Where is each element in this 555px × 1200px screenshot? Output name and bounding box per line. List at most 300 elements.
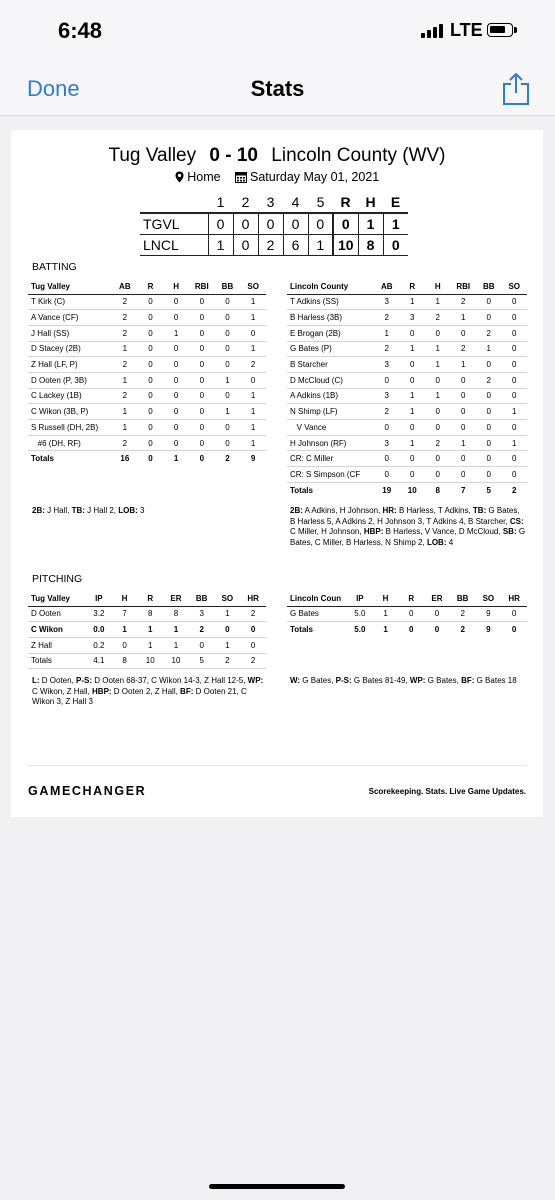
network-type: LTE	[450, 20, 483, 40]
table-row	[287, 341, 527, 357]
home-batting-table	[287, 279, 527, 498]
stat-cell: 3	[189, 606, 215, 622]
stat-cell: 2	[240, 357, 266, 373]
away-pitching-table	[28, 591, 266, 669]
stat-cell: 1	[163, 637, 189, 653]
table-row	[28, 357, 266, 373]
stat-cell: 0.2	[86, 637, 112, 653]
column-header: H	[373, 591, 399, 606]
table-team-header: Lincoln Coun	[287, 591, 347, 606]
player-name: Z Hall	[28, 637, 86, 653]
note-key: HBP:	[92, 686, 112, 696]
note-value: D Ooten 21, C Wikon 3, Z Hall 3	[32, 686, 247, 706]
totals-cell: 5	[486, 485, 491, 495]
note-key: WP:	[409, 676, 426, 685]
stat-cell: 0	[189, 637, 215, 653]
stat-cell: 0	[138, 388, 164, 404]
column-header: HR	[501, 591, 527, 606]
player-name: D McCloud (C)	[287, 372, 374, 388]
column-header: R	[400, 279, 426, 294]
column-header: AB	[112, 279, 138, 294]
column-header: SO	[215, 591, 241, 606]
stat-cell: 3	[374, 294, 400, 310]
stat-cell: 0	[374, 372, 400, 388]
note-key: TB:	[71, 506, 85, 515]
stat-cell: 0	[240, 325, 266, 341]
stat-cell: 1	[240, 310, 266, 326]
stat-cell: 2	[112, 435, 138, 451]
stat-cell: 0	[163, 388, 189, 404]
stat-cell: 5.0	[347, 606, 373, 622]
stat-cell: 1	[112, 341, 138, 357]
stat-cell: 0	[240, 372, 266, 388]
note-key: 2B:	[32, 506, 45, 515]
note-value: J Hall,	[44, 506, 72, 515]
note-key: LOB:	[426, 537, 447, 547]
stat-cell: 1	[240, 341, 266, 357]
stat-cell: 2	[425, 310, 451, 326]
stat-cell: 0	[502, 310, 528, 326]
note-value: A Adkins, H Johnson,	[302, 506, 383, 515]
stat-cell: 1	[400, 404, 426, 420]
stat-cell: 0	[502, 294, 528, 310]
column-header: R	[137, 591, 163, 606]
home-batting-notes	[290, 506, 526, 548]
stat-cell: 0	[400, 325, 426, 341]
status-time: 6:48	[58, 18, 103, 43]
stat-cell: 0	[215, 341, 241, 357]
pitching-section-heading: PITCHING	[32, 573, 83, 585]
totals-cell: 0	[199, 454, 205, 464]
note-value: B Harless, T Adkins,	[396, 506, 473, 515]
note-key: HR:	[382, 506, 397, 515]
table-row	[28, 388, 266, 404]
stat-cell: 0	[215, 388, 241, 404]
stat-cell: 0	[189, 388, 215, 404]
linescore-cell: 0	[308, 213, 333, 234]
stat-cell: 0	[476, 451, 502, 467]
stat-cell: 0	[215, 435, 241, 451]
stat-cell: 0	[374, 420, 400, 436]
battery-icon	[487, 23, 513, 37]
note-value: G Bates,	[425, 676, 462, 685]
home-pitching-table	[287, 591, 527, 637]
note-key: LOB:	[118, 506, 138, 515]
stat-cell: 0	[425, 372, 451, 388]
table-team-header: Tug Valley	[28, 279, 112, 294]
column-header: BB	[189, 591, 215, 606]
column-header: R	[138, 279, 164, 294]
table-row	[287, 404, 527, 420]
column-header: H	[112, 591, 138, 606]
stat-cell: 0	[163, 294, 189, 310]
stat-cell: 9	[476, 606, 502, 622]
stat-cell: 0	[189, 325, 215, 341]
note-value: G Bates,	[300, 676, 336, 685]
stat-cell: 0	[451, 404, 477, 420]
stat-cell: 0	[502, 341, 528, 357]
column-header: SO	[476, 591, 502, 606]
stat-cell: 0	[502, 467, 528, 483]
linescore-cell: 1	[383, 213, 408, 234]
linescore-table	[140, 192, 408, 256]
player-name: Z Hall (LF, P)	[28, 357, 112, 373]
column-header: H	[425, 279, 451, 294]
stat-cell: 0	[451, 372, 477, 388]
stat-cell: 0	[374, 451, 400, 467]
stat-cell: 2	[451, 294, 477, 310]
stat-cell: 2	[112, 357, 138, 373]
table-row	[28, 372, 266, 388]
stat-cell: 0	[163, 404, 189, 420]
stat-cell: 2	[189, 622, 215, 638]
stat-cell: 2	[476, 325, 502, 341]
table-row	[28, 637, 266, 653]
player-name: C Lackey (1B)	[28, 388, 112, 404]
stat-cell: 2	[374, 310, 400, 326]
stat-cell: 3.2	[86, 606, 112, 622]
stat-cell: 7	[112, 606, 138, 622]
player-name: J Hall (SS)	[28, 325, 112, 341]
player-name: T Adkins (SS)	[287, 294, 374, 310]
note-value: 3	[137, 506, 145, 515]
stat-cell: 1	[451, 435, 477, 451]
player-name: N Shimp (LF)	[287, 404, 374, 420]
totals-cell: 2	[225, 454, 230, 464]
stat-cell: 0	[163, 435, 189, 451]
note-value: G Bates, C Miller, B Harless, N Shimp 2,	[290, 527, 526, 547]
stat-cell: 10	[163, 653, 189, 669]
table-row	[28, 653, 266, 669]
player-name: #6 (DH, RF)	[28, 435, 112, 451]
away-batting-table	[28, 279, 266, 467]
stat-cell: 0	[400, 467, 426, 483]
done-button[interactable]: Done	[27, 76, 80, 101]
status-bar	[0, 0, 555, 62]
linescore-header: R	[340, 194, 351, 210]
stat-cell: 3	[374, 357, 400, 373]
note-key: 2B:	[290, 506, 303, 515]
stat-cell: 0	[215, 310, 241, 326]
totals-cell: 16	[120, 454, 130, 464]
totals-cell: 1	[383, 625, 388, 635]
stat-cell: 1	[425, 357, 451, 373]
game-location: Home	[187, 170, 221, 184]
column-header: ER	[163, 591, 189, 606]
stat-cell: 0	[476, 310, 502, 326]
player-name: T Kirk (C)	[28, 294, 112, 310]
stat-cell: 0	[215, 622, 241, 638]
stat-cell: 1	[502, 404, 528, 420]
player-name: E Brogan (2B)	[287, 325, 374, 341]
linescore-header: 3	[266, 194, 275, 210]
game-title	[11, 145, 543, 167]
totals-cell: 9	[486, 625, 491, 635]
stat-cell: 0	[425, 420, 451, 436]
column-header: RBI	[189, 279, 215, 294]
stat-cell: 0	[501, 606, 527, 622]
totals-cell: 10	[407, 485, 417, 495]
linescore-header: 4	[291, 194, 300, 210]
stat-cell: 0	[451, 451, 477, 467]
stat-cell: 0	[189, 372, 215, 388]
stat-cell: 0	[425, 404, 451, 420]
linescore-team: TGVL	[143, 215, 180, 232]
game-date: Saturday May 01, 2021	[249, 170, 380, 184]
column-header: RBI	[451, 279, 477, 294]
player-name: C Wikon (3B, P)	[28, 404, 112, 420]
table-row	[28, 606, 266, 622]
stat-cell: 0	[189, 341, 215, 357]
stat-cell: 3	[400, 310, 426, 326]
home-pitching-notes	[290, 676, 526, 687]
stat-cell: 0	[189, 435, 215, 451]
navigation-bar	[0, 62, 555, 116]
player-name: Totals	[28, 653, 86, 669]
player-name: S Russell (DH, 2B)	[28, 420, 112, 436]
table-row	[287, 357, 527, 373]
stat-cell: 0.0	[86, 622, 112, 638]
stat-cell: 0	[425, 325, 451, 341]
totals-label: Totals	[31, 454, 54, 464]
linescore-cell: 0	[333, 213, 358, 234]
linescore-header: H	[365, 194, 376, 210]
stat-cell: 1	[112, 404, 138, 420]
stat-cell: 0	[502, 325, 528, 341]
player-name: V Vance	[287, 420, 374, 436]
note-key: SB:	[502, 527, 517, 536]
stat-cell: 0	[163, 420, 189, 436]
note-value: C Miller, H Johnson,	[290, 527, 364, 536]
linescore-cell: 8	[358, 234, 383, 255]
home-indicator	[209, 1184, 345, 1189]
stat-cell: 8	[112, 653, 138, 669]
note-key: BF:	[461, 676, 475, 685]
note-key: P-S:	[76, 676, 93, 685]
linescore-cell: 0	[208, 213, 233, 234]
table-row	[28, 325, 266, 341]
stat-cell: 2	[240, 606, 266, 622]
totals-label: Totals	[290, 485, 313, 495]
linescore-cell: 0	[233, 213, 258, 234]
stat-cell: 5	[189, 653, 215, 669]
note-key: CS:	[509, 516, 524, 526]
column-header: SO	[502, 279, 528, 294]
stat-cell: 2	[476, 372, 502, 388]
table-team-header: Lincoln County	[287, 279, 374, 294]
share-icon[interactable]	[501, 72, 531, 106]
stat-cell: 1	[451, 310, 477, 326]
stat-cell: 1	[240, 294, 266, 310]
player-name: G Bates	[287, 606, 347, 622]
stats-card	[11, 130, 543, 817]
stat-cell: 1	[215, 606, 241, 622]
totals-cell: 0	[434, 625, 440, 635]
table-row	[28, 420, 266, 436]
totals-label: Totals	[290, 625, 313, 635]
stat-cell: 0	[112, 637, 138, 653]
final-score: 0 - 10	[209, 145, 258, 166]
player-name: B Starcher	[287, 357, 374, 373]
stat-cell: 0	[163, 341, 189, 357]
stat-cell: 1	[502, 435, 528, 451]
player-name: CR: C Miller	[287, 451, 374, 467]
table-row	[287, 435, 527, 451]
note-value: 4	[446, 537, 454, 547]
linescore-header: E	[390, 194, 401, 210]
linescore-cell: 1	[208, 234, 233, 255]
linescore-cell: 0	[258, 213, 283, 234]
stat-cell: 1	[240, 388, 266, 404]
linescore-header: 2	[241, 194, 250, 210]
note-value: G Bates 81-49,	[351, 676, 410, 685]
stat-cell: 1	[451, 357, 477, 373]
stat-cell: 0	[476, 420, 502, 436]
stat-cell: 0	[502, 357, 528, 373]
stat-cell: 0	[215, 357, 241, 373]
stat-cell: 0	[400, 451, 426, 467]
linescore-cell: 6	[283, 234, 308, 255]
away-pitching-notes	[32, 676, 268, 708]
note-value: G Bates, B Harless 5, A Adkins 2, H Johnson 3, T Adkins 4, B Starcher,	[290, 506, 520, 526]
stat-cell: 0	[502, 388, 528, 404]
stat-cell: 1	[240, 404, 266, 420]
column-header: ER	[424, 591, 450, 606]
stat-cell: 0	[400, 357, 426, 373]
note-value: B Harless, V Vance, D McCloud,	[383, 527, 503, 536]
stat-cell: 4.1	[86, 653, 112, 669]
batting-section-heading: BATTING	[32, 261, 77, 273]
stat-cell: 0	[189, 357, 215, 373]
stat-cell: 0	[163, 310, 189, 326]
column-header: IP	[347, 591, 373, 606]
away-batting-notes	[32, 506, 262, 517]
linescore-cell: 1	[358, 213, 383, 234]
stat-cell: 0	[189, 294, 215, 310]
stat-cell: 0	[138, 341, 164, 357]
stat-cell: 0	[163, 372, 189, 388]
table-row	[287, 606, 527, 622]
player-name: H Johnson (RF)	[287, 435, 374, 451]
player-name: A Adkins (1B)	[287, 388, 374, 404]
table-team-header: Tug Valley	[28, 591, 86, 606]
note-key: W:	[290, 676, 301, 685]
player-name: D Ooten (P, 3B)	[28, 372, 112, 388]
stat-cell: 2	[450, 606, 476, 622]
player-name: D Ooten	[28, 606, 86, 622]
stat-cell: 0	[138, 357, 164, 373]
totals-row	[287, 622, 527, 638]
stat-cell: 2	[240, 653, 266, 669]
gamechanger-logo: GAMECHANGER	[28, 784, 147, 798]
cellular-signal-icon	[421, 24, 443, 38]
linescore-row	[140, 213, 408, 234]
stat-cell: 1	[400, 341, 426, 357]
stat-cell: 0	[400, 372, 426, 388]
stat-cell: 2	[112, 294, 138, 310]
stat-cell: 1	[476, 341, 502, 357]
stat-cell: 0	[138, 310, 164, 326]
note-value: G Bates 18	[474, 676, 517, 685]
totals-row	[287, 482, 527, 498]
player-name: CR: S Simpson (CF	[287, 467, 374, 483]
linescore-cell: 0	[383, 234, 408, 255]
stat-cell: 3	[374, 435, 400, 451]
home-team-name: Lincoln County (WV)	[271, 145, 446, 166]
stat-cell: 0	[240, 622, 266, 638]
linescore-cell: 10	[333, 234, 358, 255]
stat-cell: 0	[215, 294, 241, 310]
stat-cell: 1	[373, 606, 399, 622]
note-key: P-S:	[335, 676, 352, 685]
stat-cell: 0	[425, 467, 451, 483]
table-row	[287, 294, 527, 310]
stat-cell: 0	[138, 372, 164, 388]
stat-cell: 0	[424, 606, 450, 622]
table-row	[287, 310, 527, 326]
stat-cell: 0	[476, 467, 502, 483]
stat-cell: 2	[374, 404, 400, 420]
table-row	[28, 310, 266, 326]
note-key: TB:	[472, 506, 487, 515]
stat-cell: 0	[138, 294, 164, 310]
table-row	[287, 325, 527, 341]
stat-cell: 0	[476, 357, 502, 373]
stat-cell: 3	[374, 388, 400, 404]
totals-cell: 0	[148, 454, 153, 464]
stat-cell: 1	[400, 294, 426, 310]
note-value: D Ooten 68-37, C Wikon 14-3, Z Hall 12-5,	[92, 676, 248, 685]
stat-cell: 0	[398, 606, 424, 622]
stat-cell: 0	[425, 451, 451, 467]
stat-cell: 2	[112, 388, 138, 404]
stat-cell: 0	[476, 435, 502, 451]
totals-cell: 5.0	[354, 625, 366, 635]
table-row	[287, 420, 527, 436]
totals-cell: 1	[173, 454, 179, 464]
column-header: HR	[240, 591, 266, 606]
stat-cell: 0	[476, 404, 502, 420]
table-row	[28, 622, 266, 638]
stat-cell: 0	[189, 310, 215, 326]
table-row	[28, 341, 266, 357]
stat-cell: 1	[215, 372, 241, 388]
stat-cell: 2	[215, 653, 241, 669]
away-team-name: Tug Valley	[108, 145, 197, 166]
totals-cell: 19	[382, 485, 392, 495]
note-value: J Hall 2,	[84, 506, 119, 515]
stat-cell: 1	[425, 388, 451, 404]
column-header: BB	[476, 279, 502, 294]
column-header: BB	[450, 591, 476, 606]
stat-cell: 1	[240, 435, 266, 451]
stat-cell: 0	[215, 325, 241, 341]
stat-cell: 0	[138, 325, 164, 341]
stat-cell: 0	[138, 435, 164, 451]
stat-cell: 1	[163, 622, 189, 638]
column-header: AB	[374, 279, 400, 294]
totals-cell: 0	[409, 625, 414, 635]
stat-cell: 1	[425, 294, 451, 310]
footer-tagline: Scorekeeping. Stats. Live Game Updates.	[368, 787, 526, 796]
linescore-cell: 0	[233, 234, 258, 255]
column-header: BB	[215, 279, 241, 294]
page-title: Stats	[250, 76, 305, 101]
player-name: G Bates (P)	[287, 341, 374, 357]
table-row	[28, 404, 266, 420]
stat-cell: 0	[451, 467, 477, 483]
game-info	[11, 170, 543, 184]
